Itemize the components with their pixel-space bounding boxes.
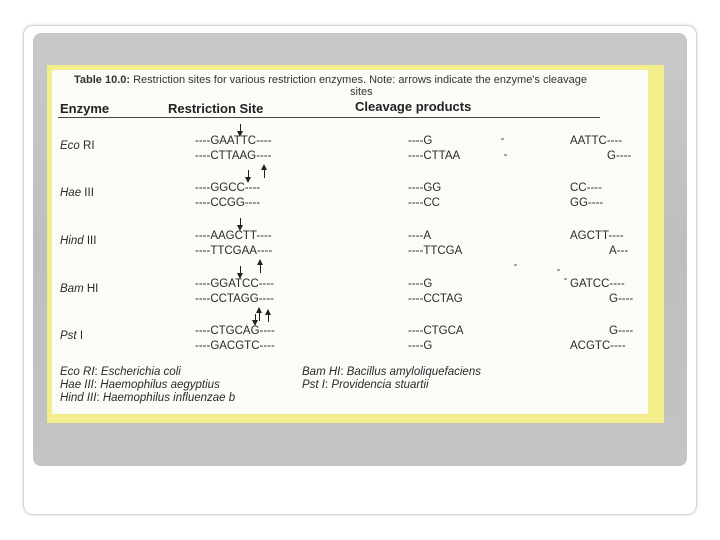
table-page: [52, 70, 648, 414]
scan-speck: [564, 278, 567, 280]
site-bottom-strand: ----CCGG----: [195, 197, 261, 209]
product-left-bottom: ----TTCGA: [408, 245, 463, 257]
product-left-top: ----A: [408, 230, 431, 242]
product-right-top: CC----: [570, 182, 602, 194]
product-left-bottom: ----G: [408, 340, 433, 352]
cleavage-arrow-up: [264, 169, 265, 178]
product-right-top: G----: [609, 325, 634, 337]
footnote-pst: Pst I: Providencia stuartii: [302, 379, 429, 391]
product-left-top: ----G: [408, 278, 433, 290]
cleavage-arrow-down: [255, 314, 256, 321]
cleavage-arrow-down: [240, 218, 241, 226]
product-right-bottom: G----: [607, 150, 632, 162]
footnote-hind: Hind III: Haemophilus influenzae b: [60, 392, 236, 404]
site-bottom-strand: ----TTCGAA----: [195, 245, 273, 257]
scan-speck: [504, 154, 507, 156]
table-caption: [74, 74, 587, 87]
caption-text: Restriction sites for various restriction enzymes. Note: arrows indicate the enzyme's cleavage: [130, 74, 587, 86]
header-restriction-site: Restriction Site: [168, 101, 264, 116]
cleavage-arrow-up: [260, 264, 261, 273]
cleavage-arrow-down: [248, 170, 249, 178]
site-bottom-strand: ----CCTAGG----: [195, 293, 274, 305]
scan-speck: [557, 269, 560, 271]
site-top-strand: ----GAATTC----: [195, 135, 272, 147]
site-bottom-strand: ----CTTAAG----: [195, 150, 272, 162]
product-right-bottom: GG----: [570, 197, 604, 209]
product-right-bottom: ACGTC----: [570, 340, 626, 352]
enzyme-name: Hae III: [60, 187, 94, 199]
cleavage-arrow-up: [259, 312, 260, 321]
cleavage-arrow-up: [268, 314, 269, 322]
product-right-top: GATCC----: [570, 278, 625, 290]
product-left-top: ----G: [408, 135, 433, 147]
site-top-strand: ----CTGCAG----: [195, 325, 275, 337]
product-left-top: ----GG: [408, 182, 442, 194]
header-enzyme: Enzyme: [60, 101, 110, 116]
product-right-bottom: A---: [609, 245, 629, 257]
site-bottom-strand: ----GACGTC----: [195, 340, 275, 352]
caption-label: Table 10.0:: [74, 74, 131, 86]
site-top-strand: ----GGATCC----: [195, 278, 274, 290]
enzyme-name: Pst I: [60, 330, 84, 342]
footnote-hae: Hae III: Haemophilus aegyptius: [60, 379, 220, 391]
scan-speck: [501, 138, 504, 140]
cleavage-arrow-down: [240, 266, 241, 274]
footnote-bam: Bam HI: Bacillus amyloliquefaciens: [302, 366, 481, 378]
enzyme-name: Bam HI: [60, 283, 99, 295]
site-top-strand: ----GGCC----: [195, 182, 261, 194]
site-top-strand: ----AAGCTT----: [195, 230, 272, 242]
product-left-bottom: ----CTTAA: [408, 150, 461, 162]
product-right-bottom: G----: [609, 293, 634, 305]
scanned-table-image: [47, 65, 664, 423]
product-left-bottom: ----CCTAG: [408, 293, 463, 305]
product-left-top: ----CTGCA: [408, 325, 464, 337]
enzyme-name: Hind III: [60, 235, 97, 247]
header-cleavage-products: Cleavage products: [355, 99, 472, 114]
scan-speck: [514, 264, 517, 266]
enzyme-name: Eco RI: [60, 140, 95, 152]
footnote-eco: Eco RI: Escherichia coli: [60, 366, 181, 378]
product-right-top: AGCTT----: [570, 230, 624, 242]
caption-continuation: sites: [350, 86, 373, 98]
product-left-bottom: ----CC: [408, 197, 440, 209]
header-underline: [58, 117, 600, 118]
product-right-top: AATTC----: [570, 135, 623, 147]
cleavage-arrow-down: [240, 124, 241, 132]
